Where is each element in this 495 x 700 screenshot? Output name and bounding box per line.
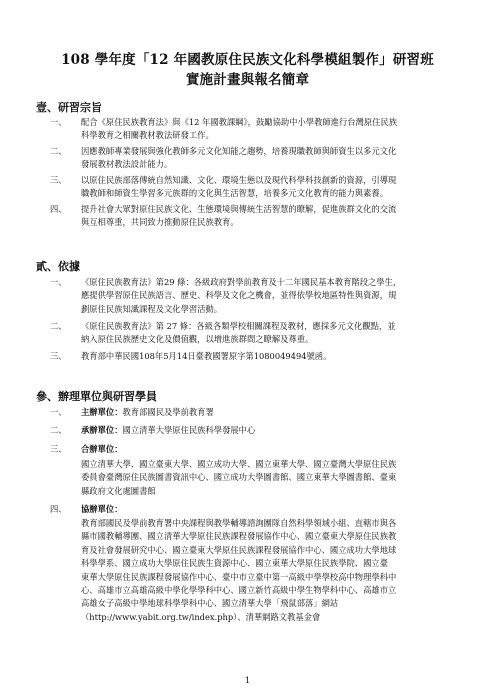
item-text-line: 職教師和師資生學習多元族群的文化與生活智慧，培養多元文化教育的能力與素養。 — [81, 188, 388, 199]
section-heading-purpose: 壹、研習宗旨 — [36, 101, 102, 114]
item-number: 二、 — [50, 321, 67, 331]
item-number: 三、 — [50, 444, 67, 454]
item-text-line: 因應教師專業發展與強化教師多元文化知能之趨勢，培養現職教師與師資生以多元文化 — [81, 146, 397, 156]
item-number: 二、 — [50, 425, 67, 435]
organizer-name: 國立清華大學原住民族科學發展中心 — [122, 425, 256, 435]
document-title-line-1: 108 學年度「12 年國教原住民族文化科學模組製作」研習班 — [61, 52, 434, 68]
item-text-line: 應提供學習原住民族語言、歷史、科學及文化之機會，並得依學校地區特性與資源，規 — [81, 290, 397, 301]
organizer-label: 承辦單位： — [81, 425, 123, 435]
item-number: 一、 — [50, 117, 67, 127]
organizer-text-line: 教育部國民及學前教育署中央課程與教學輔導諮詢團隊自然科學領域小組、直轄市與各 — [81, 518, 397, 528]
organizer-text-line: 縣政府文化處圖書館 — [81, 485, 156, 496]
organizer-text-line: 縣市國教輔導團、國立清華大學原住民族課程發展協作中心、國立臺東大學原住民族教 — [81, 531, 397, 542]
item-number: 二、 — [50, 146, 67, 156]
organizer-label: 主辦單位： — [81, 407, 123, 417]
organizer-text-line: 育及社會發展研究中心、國立臺東大學原住民族課程發展協作中心、國立成功大學地球 — [81, 544, 397, 555]
item-text-line: 以原住民族部落傳統自然知識、文化、環境生態以及現代科學科技創新的資源，引導現 — [81, 175, 397, 185]
item-text-line: 科學教育之相關教材教法研發工作。 — [81, 130, 214, 141]
item-number: 四、 — [50, 504, 67, 514]
organizer-text-line: 心、高雄市立高雄高級中學化學學科中心、國立新竹高級中學生物學科中心、高雄市立 — [81, 585, 397, 596]
item-text-line: 與互相尊重，共同致力推動原住民族教育。 — [81, 217, 239, 228]
organizer-name: 教育部國民及學前教育署 — [122, 407, 214, 417]
item-number: 三、 — [50, 351, 67, 361]
section-heading-organizers: 參、辦理單位與研習學員 — [36, 390, 157, 403]
organizer-text-line: 委員會臺灣原住民族圖書資訊中心、國立成功大學圖書館、國立東華大學圖書館、臺東 — [81, 472, 397, 483]
item-number: 四、 — [50, 204, 67, 214]
item-text-line: 納入原住民族歷史文化及價值觀，以增進族群間之瞭解及尊重。 — [81, 334, 314, 345]
item-text-line: 《原住民族教育法》第29 條：各級政府對學前教育及十二年國民基本教育階段之學生， — [81, 277, 402, 287]
organizer-label: 合辦單位： — [81, 444, 123, 454]
section-heading-basis: 貳、依據 — [36, 260, 80, 273]
item-number: 一、 — [50, 407, 67, 417]
item-number: 一、 — [50, 277, 67, 287]
organizer-label: 協辦單位： — [81, 504, 123, 514]
document-title-line-2: 實施計畫與報名簡章 — [185, 72, 310, 88]
item-text-line: 配合《原住民族教育法》與《12 年國教課綱》，鼓勵協助中小學教師進行台灣原住民族 — [81, 117, 398, 127]
item-text-line: 提升社會大眾對原住民族文化、生態環境與傳統生活智慧的瞭解，促進族群文化的交流 — [81, 204, 397, 214]
organizer-text-line: 國立清華大學、國立臺東大學、國立成功大學、國立東華大學、國立臺灣大學原住民族 — [81, 459, 397, 469]
organizer-text-line: （http://www.yabit.org.tw/index.php）、清華網路文教基金會 — [81, 611, 321, 622]
item-text-line: 發展教材教法設計能力。 — [81, 159, 173, 170]
organizer-text-line: 東華大學原住民族課程發展協作中心、臺中市立臺中第一高級中學學校高中物理學科中 — [81, 571, 397, 582]
organizer-text-line: 科學學系、國立成功大學原住民族生資源中心、國立東華大學原住民族學院、國立臺 — [81, 558, 388, 569]
organizer-text-line: 高雄女子高級中學地球科學學科中心、國立清華大學「飛鼠部落」網站 — [81, 598, 339, 609]
item-number: 三、 — [50, 175, 67, 185]
page-number: 1 — [244, 676, 251, 686]
item-text-line: 劃原住民族知識課程及文化學習活動。 — [81, 303, 223, 314]
item-text-line: 教育部中華民國108年5月14日臺教國署原字第1080049494號函。 — [81, 351, 332, 361]
item-text-line: 《原住民族教育法》第 27 條：各級各類學校相關課程及教材，應採多元文化觀點，並 — [81, 321, 396, 331]
